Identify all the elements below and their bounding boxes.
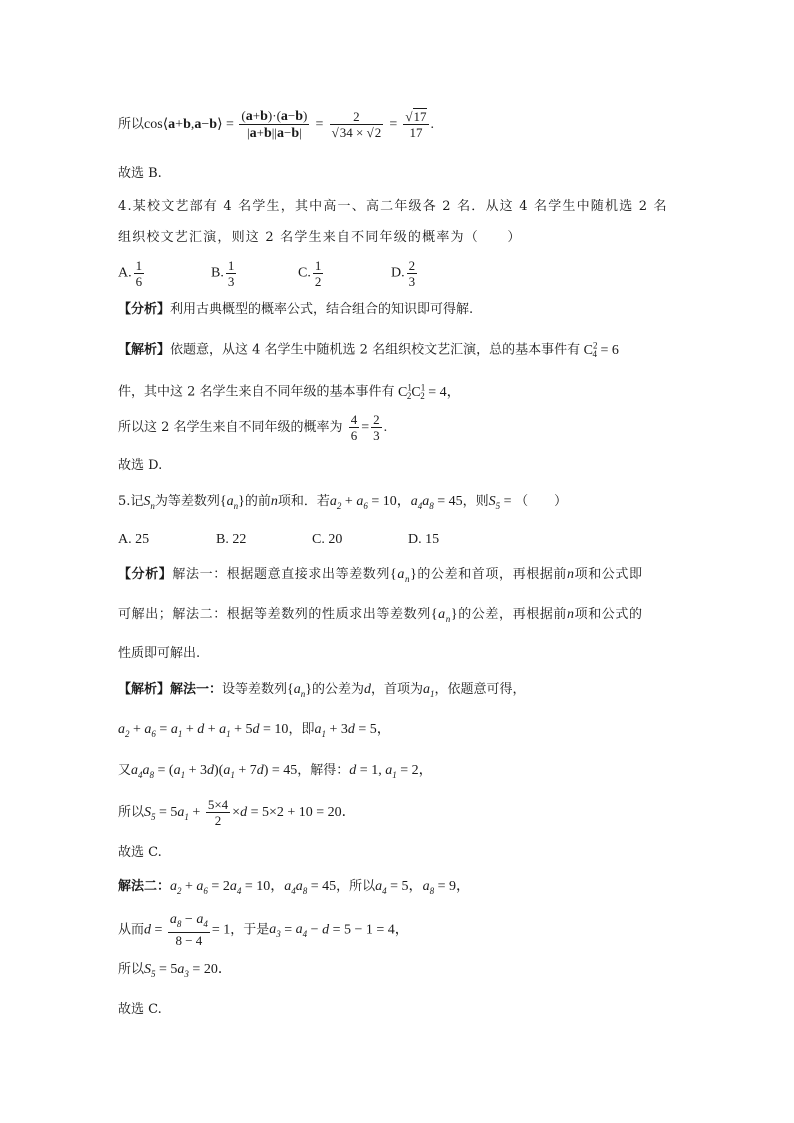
q5-options (118, 532, 518, 550)
solution-tag: 【解析】 (118, 342, 171, 358)
q5-option-b: B. 22 (216, 532, 247, 547)
text: （ ） (515, 494, 568, 509)
text: 设等差数列 (222, 682, 288, 697)
text: ，则 (462, 494, 489, 509)
text: 为等差数列 (154, 494, 220, 509)
q5-solution-line3: 又$a_4a_8 = (a_1 + 3d)(a_1 + 7d) = 45$，解得：d = 1, $a_1 = 2$， (118, 763, 433, 780)
q5-analysis-line3: 性质即可解出. (118, 646, 201, 661)
q5-analysis-line2: 可解出；解法二：根据等差数列的性质求出等差数列$\{a_n\}$的公差，再根据前n项和公式的 (118, 607, 643, 624)
text: 所以 (118, 962, 145, 977)
q5-solution-line2: $a_2 + a_6 = a_1 + d + a_1 + 5d = 10$，即$a_1 + 3d = 5$， (118, 722, 391, 739)
text: ，即 (288, 722, 315, 737)
text: 又 (118, 763, 132, 778)
text: 的前 (244, 494, 271, 509)
q5-solution-line4: 所以$S_5 = 5a_1$ + $\frac{5\times 4}{2}$ ×d = 5×2 + 10 = 20． (118, 797, 356, 828)
solution-text: 所以这 2 名学生来自不同年级的概率为 (118, 420, 343, 435)
text: 可解出；解法二：根据等差数列的性质求出等差数列 (118, 607, 431, 622)
solution-tag: 【解析】 (118, 682, 171, 697)
fraction: $\frac{√17}{17}$ (405, 109, 427, 140)
q5-solution-line1: 【解析】解法一：设等差数列$\{a_n\}$的公差为d，首项为$a_1$，依题意可得， (118, 682, 526, 699)
q5-stem: 5.记$S_n$为等差数列$\{a_n\}$的前n项和．若$a_2 + a_6 = 10$，$a_4a_8 = 45$，则$S_5$ = （ ） (118, 494, 568, 511)
q4-option-d: D. $\frac{2}{3}$ (391, 258, 416, 289)
text: 项和．若 (277, 494, 330, 509)
method-tag: 解法二： (118, 879, 171, 894)
fraction: $\frac{(a+b)\cdot(a-b)}{|a+b||a-b|}$ (241, 108, 308, 141)
answer-b: 故选 B. (118, 166, 162, 181)
solution-text: 依题意，从这 4 名学生中随机选 2 名组织校文艺汇演，总的基本事件有 (170, 342, 581, 358)
text: 项和公式的 (574, 607, 643, 622)
q5-method2-line3: 所以$S_5 = 5a_3 = 20$． (118, 962, 232, 979)
method-tag: 解法一： (170, 682, 223, 697)
answer-d: 故选 D. (118, 458, 163, 473)
q5-option-a: A. 25 (118, 532, 150, 547)
q4-analysis (118, 302, 473, 318)
analysis-tag: 【分析】 (118, 302, 171, 317)
q5-option-c: C. 20 (312, 532, 343, 547)
text: 项和公式即 (574, 567, 643, 582)
text: 从而 (118, 922, 145, 938)
q4-option-b: B. $\frac{1}{3}$ (211, 258, 235, 289)
cos-formula-line: 所以cos⟨a+b,a−b⟩ = $\frac{(a+b)\cdot(a-b)}{|a+b||a-b|}$ = $\frac{2}{√34 \times √2}$ = $\frac{√17}{17}$ . (118, 108, 435, 141)
text: 的公差，再根据前 (458, 607, 567, 622)
q4-solution-line3: 所以这 2 名学生来自不同年级的概率为 $\frac{4}{6}$ = $\frac{2}{3}$ . (118, 412, 388, 443)
q4-solution-line2: 件，其中这 2 名学生来自不同年级的基本事件有 $C^1_2C^1_2 = 4$， (118, 382, 461, 402)
text: ，于是 (230, 922, 270, 938)
text: ，依题意可得， (434, 682, 526, 697)
q4-stem-line1: 4.某校文艺部有 4 名学生，其中高一、高二年级各 2 名．从这 4 名学生中随机选 2 名 (118, 199, 668, 214)
q5-option-d: D. 15 (408, 532, 440, 547)
q5-method2-line2: 从而d = $\frac{a_8 - a_4}{8 - 4}$ = 1，于是$a_3 = a_4 - d = 5 - 1 = 4$， (118, 912, 409, 948)
text: 所以 (118, 805, 145, 820)
analysis-tag: 【分析】 (118, 567, 173, 582)
analysis-text: 利用古典概型的概率公式，结合组合的知识即可得解. (170, 302, 474, 317)
q5-method2-line1: 解法二：$a_2 + a_6 = 2a_4 = 10$，$a_4a_8 = 45$，所以$a_4 = 5$，$a_8 = 9$， (118, 879, 470, 896)
q4-options (118, 258, 518, 292)
q4-option-a: A. $\frac{1}{6}$ (118, 258, 143, 289)
text-prefix: 所以 (118, 117, 145, 132)
text: ，解得： (297, 763, 350, 778)
fraction: $\frac{2}{√34 \times √2}$ (331, 109, 382, 140)
text: 的公差和首项，再根据前 (417, 567, 567, 582)
text: ，首项为 (371, 682, 424, 697)
text: 的公差为 (312, 682, 365, 697)
q5-analysis-line1: 【分析】解法一：根据题意直接求出等差数列$\{a_n\}$的公差和首项，再根据前n项和公式即 (118, 567, 643, 584)
q4-option-c: C. $\frac{1}{2}$ (298, 258, 322, 289)
answer-c-2: 故选 C. (118, 1002, 162, 1017)
answer-c-1: 故选 C. (118, 845, 162, 860)
solution-text: 件，其中这 2 名学生来自不同年级的基本事件有 (118, 384, 395, 400)
text: ，所以 (336, 879, 376, 894)
q4-stem-line2: 组织校文艺汇演，则这 2 名学生来自不同年级的概率为（ ） (118, 230, 522, 245)
q4-solution-line1: 【解析】依题意，从这 4 名学生中随机选 2 名组织校文艺汇演，总的基本事件有 $C^2_4 = 6$ (118, 340, 619, 360)
text: 解法一：根据题意直接求出等差数列 (172, 567, 391, 582)
text: 5.记 (118, 494, 144, 509)
